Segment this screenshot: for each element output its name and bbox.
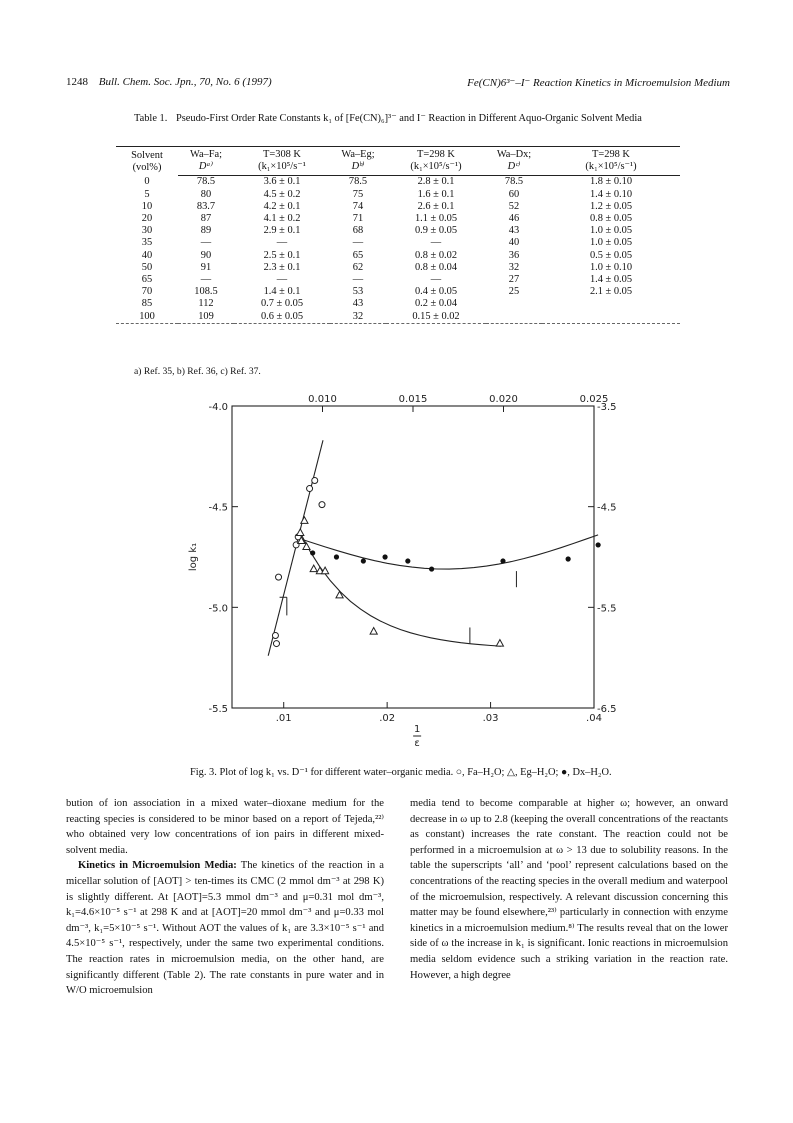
running-header (66, 76, 730, 88)
table-cell: 43 (508, 225, 520, 237)
table-cell: 2.9 ± 0.1 (263, 225, 301, 237)
data-point-eg (301, 517, 308, 524)
data-point-dx (596, 542, 601, 547)
table-cell: 0.5 ± 0.05 (589, 249, 633, 261)
table-cell: 32 (330, 310, 386, 323)
table-cell (486, 298, 542, 310)
data-point-eg (297, 529, 304, 536)
rate-constant-table (116, 146, 680, 324)
data-point-fa (312, 477, 318, 483)
group-label: Wa–Eg; (330, 147, 386, 162)
table-cell: 1.4 ± 0.1 (263, 286, 301, 298)
solvent-label: Solvent (131, 150, 163, 162)
table-row (116, 274, 680, 286)
data-point-fa (273, 641, 279, 647)
table-row (116, 262, 680, 274)
table-cell: 74 (352, 200, 364, 212)
table-row (116, 286, 680, 298)
body-paragraph: bution of ion association in a mixed water–dioxane medium for the reacting species is considered to be minor based on a report of Tejeda,²²⁾ who obtained very low concentrations of ion pairs in different mixed-solvent media. (66, 798, 384, 856)
table-cell: 4.1 ± 0.2 (263, 213, 301, 225)
table-cell: 62 (352, 261, 364, 273)
table-cell: 0.6 ± 0.05 (234, 310, 330, 323)
x-axis-label-denominator: ε (414, 738, 420, 749)
group-temp: T=298 K (386, 147, 486, 162)
right-tick-label: -4.5 (597, 502, 617, 514)
solvent-header (116, 147, 178, 176)
solvent-percent-cell: 35 (141, 237, 153, 249)
d-column-header: Dᵇ⁾ (330, 161, 386, 176)
table-cell: 25 (508, 286, 520, 298)
journal-citation: Bull. Chem. Soc. Jpn., 70, No. 6 (1997) (98, 76, 272, 88)
eg-trend-curve (300, 533, 501, 646)
table-cell: 0.8 ± 0.05 (589, 213, 633, 225)
data-point-eg (310, 565, 317, 572)
table-cell: 60 (508, 188, 520, 200)
table-cell: 0.9 ± 0.05 (414, 225, 458, 237)
table-row (116, 298, 680, 310)
table-caption-lead: Table 1. (134, 113, 168, 124)
table-cell: 27 (508, 273, 520, 285)
table-cell: 91 (200, 261, 212, 273)
table-cell: — (352, 273, 364, 285)
plot-frame (232, 406, 594, 708)
table-row (116, 250, 680, 262)
table-cell: — (200, 237, 212, 249)
table-cell: 90 (200, 249, 212, 261)
body-paragraph (66, 858, 384, 998)
table-cell: 1.6 ± 0.1 (417, 188, 455, 200)
table-row (116, 213, 680, 225)
data-point-dx (382, 554, 387, 559)
table-cell: 83.7 (196, 200, 216, 212)
data-point-eg (370, 627, 377, 634)
left-tick-label: -5.0 (208, 603, 228, 615)
table-cell: 1.0 ± 0.05 (589, 225, 633, 237)
table-cell: 36 (508, 249, 520, 261)
group-label: Wa–Fa; (178, 147, 234, 162)
table-cell: 65 (352, 249, 364, 261)
table-cell (542, 298, 680, 310)
top-tick-label: 0.010 (308, 394, 337, 405)
solvent-percent-cell: 100 (116, 310, 178, 323)
bottom-tick-label: .02 (379, 713, 396, 724)
table-row (116, 225, 680, 237)
table-cell: — (276, 273, 288, 285)
group-temp: T=308 K (234, 147, 330, 162)
k-column-header: (k₁×10⁵/s⁻¹) (386, 161, 486, 176)
table-cell: — (430, 237, 442, 249)
table-cell: 2.6 ± 0.1 (417, 200, 455, 212)
table-cell: 78.5 (504, 176, 524, 188)
right-tick-label: -5.5 (597, 603, 617, 615)
dx-trend-curve (300, 535, 598, 569)
solvent-percent-cell: 85 (141, 298, 153, 310)
solvent-percent-cell: 65 (141, 273, 153, 285)
table-cell: 109 (178, 310, 234, 323)
table-cell: 4.5 ± 0.2 (263, 188, 301, 200)
y-axis-label: log k₁ (188, 542, 199, 572)
table-row (116, 189, 680, 201)
data-point-dx (500, 558, 505, 563)
table-cell: 0.8 ± 0.04 (414, 261, 458, 273)
k-column-header: (k₁×10⁵/s⁻¹) (542, 161, 680, 176)
table-cell: 32 (508, 261, 520, 273)
body-paragraph-text: The kinetics of the reaction in a micellar solution of [AOT] > ten-times its CMC (2 mmol dm⁻³ at 298 K) is slightly different. At [AOT]=5.3 mmol dm⁻³ and μ=0.31 mol dm⁻³, k₁=4.6×10⁻⁵ s⁻¹ at 298 K and at [AOT]=20 mmol dm⁻³ and μ=0.33 mol dm⁻³, k₁=5×10⁻⁵ s⁻¹. Without AOT the values of k₁ are 3.3×10⁻⁵ s⁻¹ and 4.5×10⁻⁵ s⁻¹, respectively, under the same two experimental conditions. The reaction rates in microemulsion media, on the other hand, are significantly different (Table 2). The rate constants in pure water and in W/O microemulsion (66, 860, 384, 997)
data-points (272, 477, 600, 646)
data-point-dx (429, 566, 434, 571)
d-column-header: Dᵃ⁾ (178, 161, 234, 176)
solvent-percent-cell: 20 (141, 213, 153, 225)
left-tick-label: -5.5 (208, 704, 228, 715)
solvent-percent-cell: 70 (141, 286, 153, 298)
right-tick-label: -3.5 (597, 402, 617, 413)
table-cell: 87 (200, 213, 212, 225)
data-point-dx (310, 550, 315, 555)
table-cell: — (276, 237, 288, 249)
bottom-tick-label: .03 (482, 713, 499, 724)
table-cell: 1.1 ± 0.05 (414, 213, 458, 225)
table-cell: 43 (352, 298, 364, 310)
group-label: Wa–Dx; (486, 147, 542, 162)
page-number: 1248 (66, 76, 88, 88)
solvent-percent-cell: 10 (141, 200, 153, 212)
table-cell: 1.4 ± 0.10 (589, 188, 633, 200)
table-footnote: a) Ref. 35, b) Ref. 36, c) Ref. 37. (134, 366, 261, 377)
figure-caption: Fig. 3. Plot of log k₁ vs. D⁻¹ for different water–organic media. ○, Fa–H₂O; △, Eg–H₂O; ●, Dx–H₂O. (190, 767, 612, 778)
bottom-tick-label: .04 (586, 713, 602, 724)
table-cell: 0.7 ± 0.05 (260, 298, 304, 310)
table-cell: — (430, 273, 442, 285)
table-caption-text: Pseudo-First Order Rate Constants k₁ of [Fe(CN)₆]³⁻ and I⁻ Reaction in Different Aquo-Organic Solvent Media (175, 113, 642, 124)
data-point-fa (272, 633, 278, 639)
table-cell: 2.1 ± 0.05 (589, 286, 633, 298)
table-row (116, 310, 680, 323)
table-cell: 46 (508, 213, 520, 225)
fitted-curves (268, 440, 598, 656)
table-cell: 1.8 ± 0.10 (589, 176, 633, 188)
right-tick-label: -6.5 (597, 704, 617, 715)
table-cell: 2.5 ± 0.1 (263, 249, 301, 261)
body-column-right (410, 796, 728, 983)
table-row (116, 237, 680, 249)
top-tick-label: 0.025 (579, 394, 609, 405)
solvent-percent-cell: 40 (141, 249, 153, 261)
table-cell: 112 (198, 298, 214, 310)
table-cell: 80 (200, 188, 212, 200)
table-cell: 1.0 ± 0.10 (589, 261, 633, 273)
table-cell: 71 (352, 213, 364, 225)
table-cell: 78.5 (196, 176, 216, 188)
data-point-eg (496, 640, 503, 647)
top-tick-label: 0.015 (398, 394, 428, 405)
table-cell: — (352, 237, 364, 249)
bottom-tick-label: .01 (275, 713, 292, 724)
plot-axes (188, 394, 617, 749)
table-cell: 108.5 (194, 286, 218, 298)
table-row (116, 176, 680, 189)
solvent-unit: (vol%) (132, 162, 162, 174)
running-title: Fe(CN)6³⁻–I⁻ Reaction Kinetics in Microemulsion Medium (467, 77, 730, 89)
table-cell: 2.8 ± 0.1 (417, 176, 455, 188)
data-point-fa (307, 486, 313, 492)
table-cell: 4.2 ± 0.1 (263, 200, 301, 212)
data-point-dx (566, 556, 571, 561)
section-heading: Kinetics in Microemulsion Media: (78, 860, 237, 872)
table-cell: 89 (200, 225, 212, 237)
table-cell: 0.15 ± 0.02 (386, 310, 486, 323)
table-cell: 3.6 ± 0.1 (263, 176, 301, 188)
group-temp: T=298 K (542, 147, 680, 162)
top-tick-label: 0.020 (489, 394, 518, 405)
table-cell: 68 (352, 225, 364, 237)
table-cell: 1.0 ± 0.05 (589, 237, 633, 249)
table-cell: 53 (352, 286, 364, 298)
body-column-left (66, 796, 384, 999)
table-cell: 52 (508, 200, 520, 212)
table-cell: 2.3 ± 0.1 (263, 261, 301, 273)
table-cell (542, 310, 680, 323)
data-point-fa (319, 502, 325, 508)
solvent-percent-cell: 0 (144, 176, 150, 188)
data-point-dx (405, 558, 410, 563)
table-cell: 0.4 ± 0.05 (414, 286, 458, 298)
table-cell: 75 (352, 188, 364, 200)
data-point-fa (276, 574, 282, 580)
table-cell: 1.2 ± 0.05 (589, 200, 633, 212)
table-cell: 40 (508, 237, 520, 249)
table-cell: 0.8 ± 0.02 (414, 249, 458, 261)
solvent-percent-cell: 50 (141, 261, 153, 273)
log-k-vs-inverse-d-plot (160, 388, 620, 749)
solvent-percent-cell: 5 (144, 188, 150, 200)
table-cell: 78.5 (348, 176, 368, 188)
data-point-dx (361, 558, 366, 563)
table-cell (486, 310, 542, 323)
table-cell: 0.2 ± 0.04 (414, 298, 458, 310)
table-cell: 1.4 ± 0.05 (589, 273, 633, 285)
x-axis-label-numerator: 1 (413, 724, 421, 735)
table-caption (134, 112, 674, 126)
data-point-eg (336, 591, 343, 598)
d-column-header: Dᶜ⁾ (486, 161, 542, 176)
left-tick-label: -4.0 (208, 402, 228, 413)
table-cell: — (200, 273, 212, 285)
solvent-percent-cell: 30 (141, 225, 153, 237)
table-body (116, 176, 680, 323)
body-paragraph: media tend to become comparable at higher ω; however, an onward decrease in ω up to 2.8 (keeping the overall concentrations of the reactants as constant) increases the rate constant. The reaction could not be performed in a microemulsion at ω > 13 due to solubility reasons. In the table the superscripts ‘all’ and ‘pool’ represent calculations based on the concentrations of the reacting species in the overall medium and waterpool of the microemulsion, respectively. A relevant discussion concerning this matter may be found elsewhere,²³⁾ particularly in connection with enzyme kinetics in a microemulsion medium.⁸⁾ The results reveal that on the lower side of ω the increase in k₁ is significant. Ionic reactions in microemulsion media seldom evidence such a striking variation in the reaction rate. However, a high degree (410, 798, 728, 981)
k-column-header: (k₁×10⁵/s⁻¹ (234, 161, 330, 176)
left-tick-label: -4.5 (208, 502, 228, 514)
data-point-dx (334, 554, 339, 559)
table-row (116, 201, 680, 213)
